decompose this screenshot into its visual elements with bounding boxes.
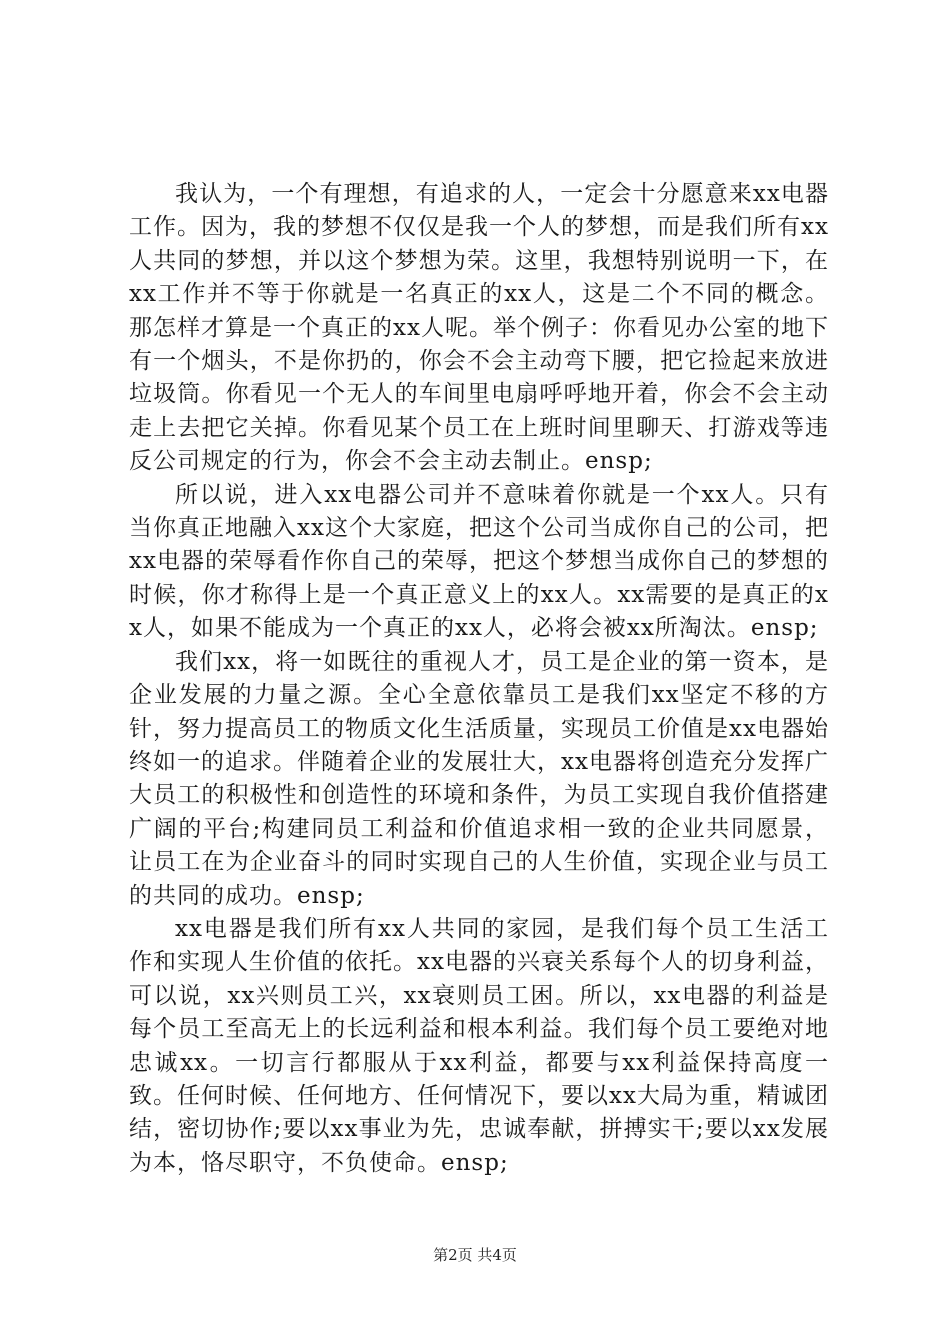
paragraph-1: 我认为，一个有理想，有追求的人，一定会十分愿意来xx电器工作。因为，我的梦想不仅仅是我一个人的梦想，而是我们所有xx人共同的梦想，并以这个梦想为荣。这里，我想特别说明一下，在xx工作并不等于你就是一名真正的xx人，这是二个不同的概念。那怎样才算是一个真正的xx人呢。举个例子：你看见办公室的地下有一个烟头，不是你扔的，你会不会主动弯下腰，把它捡起来放进垃圾筒。你看见一个无人的车间里电扇呼呼地开着，你会不会主动走上去把它关掉。你看见某个员工在上班时间里聊天、打游戏等违反公司规定的行为，你会不会主动去制止。ensp; bbox=[129, 181, 829, 475]
paragraph-3: 我们xx，将一如既往的重视人才，员工是企业的第一资本，是企业发展的力量之源。全心全意依靠员工是我们xx坚定不移的方针，努力提高员工的物质文化生活质量，实现员工价值是xx电器始终如一的追求。伴随着企业的发展壮大，xx电器将创造充分发挥广大员工的积极性和创造性的环境和条件，为员工实现自我价值搭建广阔的平台;构建同员工利益和价值追求相一致的企业共同愿景，让员工在为企业奋斗的同时实现自己的人生价值，实现企业与员工的共同的成功。ensp; bbox=[129, 648, 829, 909]
document-body bbox=[129, 178, 829, 1180]
page-number-footer: 第2页 共4页 bbox=[433, 1246, 517, 1264]
paragraph-4: xx电器是我们所有xx人共同的家园，是我们每个员工生活工作和实现人生价值的依托。xx电器的兴衰关系每个人的切身利益，可以说，xx兴则员工兴，xx衰则员工困。所以，xx电器的利益是每个员工至高无上的长远利益和根本利益。我们每个员工要绝对地忠诚xx。一切言行都服从于xx利益，都要与xx利益保持高度一致。任何时候、任何地方、任何情况下，要以xx大局为重，精诚团结，密切协作;要以xx事业为先，忠诚奉献，拼搏实干;要以xx发展为本，恪尽职守，不负使命。ensp; bbox=[129, 915, 829, 1176]
paragraph-2: 所以说，进入xx电器公司并不意味着你就是一个xx人。只有当你真正地融入xx这个大家庭，把这个公司当成你自己的公司，把xx电器的荣辱看作你自己的荣辱，把这个梦想当成你自己的梦想的时候，你才称得上是一个真正意义上的xx人。xx需要的是真正的xx人，如果不能成为一个真正的xx人，必将会被xx所淘汰。ensp; bbox=[129, 481, 829, 642]
